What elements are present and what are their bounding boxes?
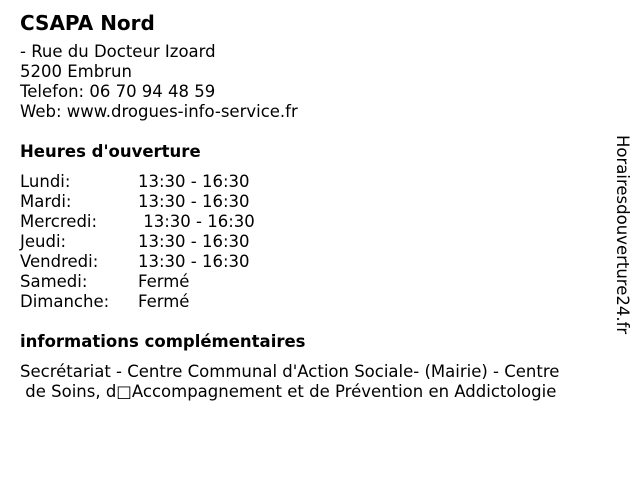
street-line: - Rue du Docteur Izoard <box>20 42 216 61</box>
day-label: Jeudi: <box>20 232 67 251</box>
address-block <box>20 42 610 122</box>
time-value: 13:30 - 16:30 <box>138 212 255 231</box>
time-value: 13:30 - 16:30 <box>138 232 250 251</box>
hours-row-tuesday <box>20 192 610 212</box>
hours-row-thursday <box>20 232 610 252</box>
web-line: Web: www.drogues-info-service.fr <box>20 102 298 121</box>
day-label: Mercredi: <box>20 212 98 231</box>
info-text: Secrétariat - Centre Communal d'Action Sociale- (Mairie) - Centre de Soins, d□Accompagnement et de Prévention en Addictologie <box>20 362 560 401</box>
day-label: Samedi: <box>20 272 88 291</box>
time-value: 13:30 - 16:30 <box>138 192 250 211</box>
day-label: Lundi: <box>20 172 71 191</box>
hours-row-wednesday <box>20 212 610 232</box>
hours-row-friday <box>20 252 610 272</box>
site-watermark: Horairesdouverture24.fr <box>613 135 632 335</box>
phone-line: Telefon: 06 70 94 48 59 <box>20 82 216 101</box>
hours-row-sunday <box>20 292 610 312</box>
time-value: Fermé <box>138 272 190 291</box>
day-label: Vendredi: <box>20 252 99 271</box>
city-line: 5200 Embrun <box>20 62 132 81</box>
info-heading: informations complémentaires <box>20 332 306 351</box>
hours-heading: Heures d'ouverture <box>20 142 201 161</box>
day-label: Dimanche: <box>20 292 110 311</box>
time-value: 13:30 - 16:30 <box>138 172 250 191</box>
time-value: Fermé <box>138 292 190 311</box>
hours-row-monday <box>20 172 610 192</box>
hours-row-saturday <box>20 272 610 292</box>
time-value: 13:30 - 16:30 <box>138 252 250 271</box>
hours-table <box>20 172 610 312</box>
place-details <box>20 10 610 402</box>
day-label: Mardi: <box>20 192 72 211</box>
place-title: CSAPA Nord <box>20 11 155 35</box>
